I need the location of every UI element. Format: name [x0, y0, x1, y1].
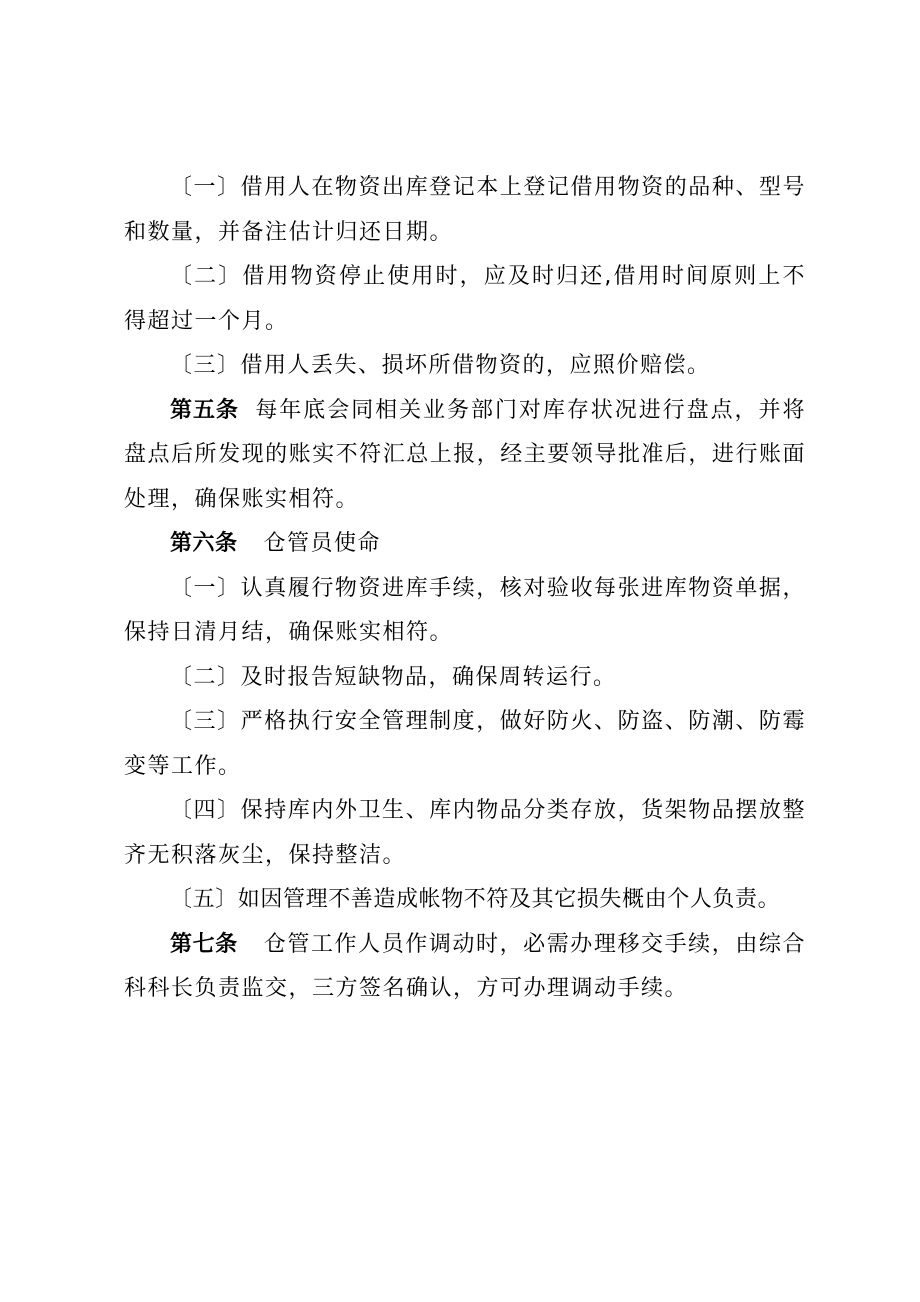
paragraph-borrow-compensation — [124, 344, 806, 389]
article-heading: 第六条 — [170, 531, 238, 556]
article-seven — [124, 923, 806, 1012]
paragraph-borrow-return — [124, 255, 806, 344]
article-six — [124, 522, 806, 567]
article-text: 仓管员使命 — [263, 531, 382, 556]
paragraph-duty-safety — [124, 700, 806, 789]
paragraph-duty-liability — [124, 878, 806, 923]
paragraph-text: 〔四〕保持库内外卫生、库内物品分类存放，货架物品摆放整齐无积落灰尘，保持整洁。 — [124, 798, 806, 868]
paragraph-text: 〔三〕严格执行安全管理制度，做好防火、防盗、防潮、防霉变等工作。 — [124, 709, 806, 779]
paragraph-duty-inbound — [124, 567, 806, 656]
document-body — [124, 166, 806, 1012]
article-five — [124, 389, 806, 523]
paragraph-duty-hygiene — [124, 789, 806, 878]
paragraph-text: 〔二〕及时报告短缺物品，确保周转运行。 — [170, 664, 617, 690]
paragraph-text: 〔五〕如因管理不善造成帐物不符及其它损失概由个人负责。 — [170, 887, 781, 912]
article-heading: 第五条 — [170, 397, 239, 423]
article-text: 每年底会同相关业务部门对库存状况进行盘点，并将盘点后所发现的账实不符汇总上报，经主要领导批准后，进行账面处理，确保账实相符。 — [124, 397, 806, 512]
paragraph-text: 〔一〕认真履行物资进库手续，核对验收每张进库物资单据，保持日清月结，确保账实相符。 — [124, 575, 806, 645]
paragraph-borrow-registration — [124, 166, 806, 255]
paragraph-text: 〔一〕借用人在物资出库登记本上登记借用物资的品种、型号和数量，并备注估计归还日期。 — [124, 175, 806, 245]
paragraph-duty-shortage — [124, 656, 806, 701]
paragraph-text: 〔二〕借用物资停止使用时，应及时归还,借用时间原则上不得超过一个月。 — [124, 264, 806, 334]
article-heading: 第七条 — [170, 931, 238, 957]
article-text: 仓管工作人员作调动时，必需办理移交手续，由综合科科长负责监交，三方签名确认，方可办理调动手续。 — [124, 931, 806, 1001]
paragraph-text: 〔三〕借用人丢失、损坏所借物资的，应照价赔偿。 — [170, 353, 711, 378]
